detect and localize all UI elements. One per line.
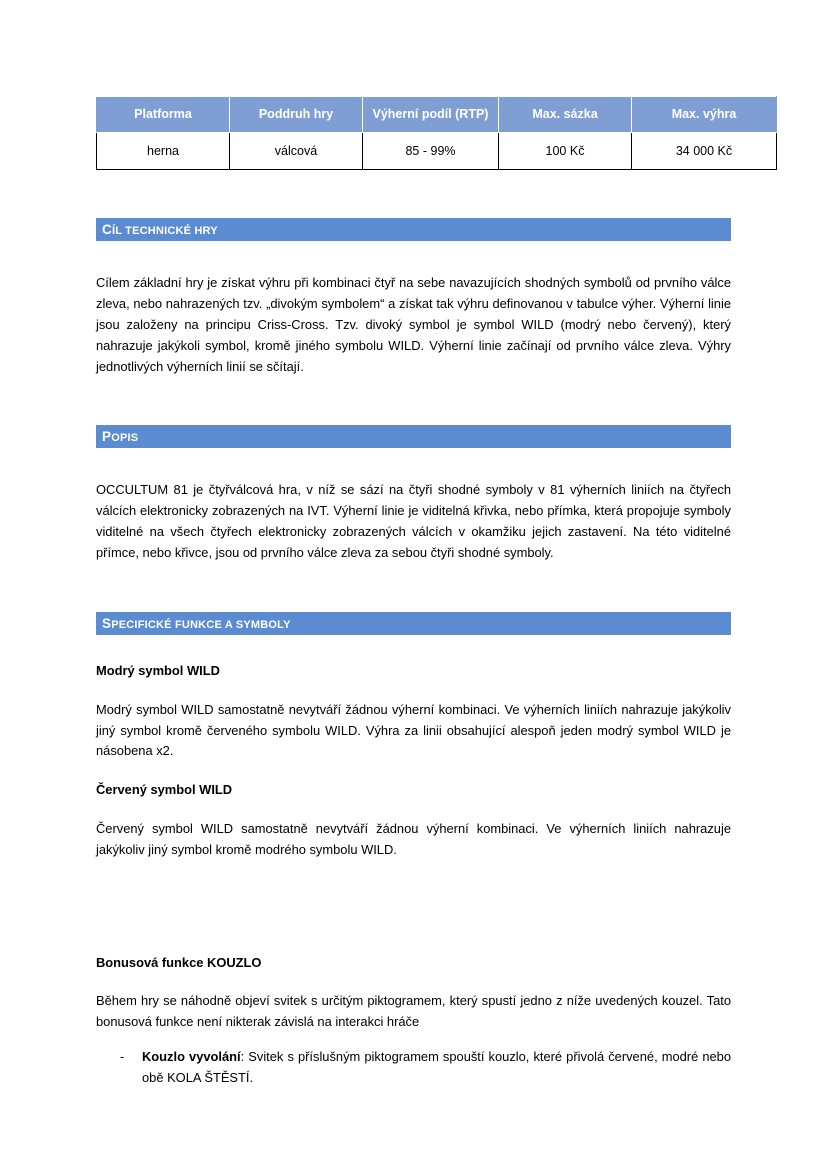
game-info-table bbox=[96, 96, 777, 170]
section-heading-cil-technicke-hry bbox=[96, 218, 731, 241]
table-header-poddruh: Poddruh hry bbox=[230, 97, 363, 133]
table-header-platforma: Platforma bbox=[97, 97, 230, 133]
table-row bbox=[97, 132, 777, 169]
table-header-max-sazka: Max. sázka bbox=[499, 97, 632, 133]
spacer bbox=[96, 448, 731, 480]
paragraph-modry-wild: Modrý symbol WILD samostatně nevytváří žádnou výherní kombinaci. Ve výherních liniích nahrazuje jakýkoliv jiný symbol kromě červeného symbolu WILD. Výhra za linii obsahující alespoň jeden modrý symbol WILD je násobena x2. bbox=[96, 701, 731, 759]
section-heading-initial: S bbox=[102, 616, 112, 632]
subheading-bonusova-funkce-kouzlo: Bonusová funkce KOUZLO bbox=[96, 954, 262, 970]
bullet-list-kouzla bbox=[96, 1047, 731, 1089]
spacer bbox=[96, 861, 731, 921]
spacer bbox=[96, 564, 731, 612]
section-heading-popis bbox=[96, 425, 731, 448]
section-heading-text: ÍL TECHNICKÉ HRY bbox=[111, 224, 218, 237]
spacer bbox=[96, 635, 731, 661]
subheading-modry-wild: Modrý symbol WILD bbox=[96, 663, 220, 679]
spacer bbox=[96, 762, 731, 780]
subheading-cerveny-wild: Červený symbol WILD bbox=[96, 782, 233, 798]
section-heading-text: OPIS bbox=[111, 432, 139, 445]
spacer bbox=[96, 170, 731, 218]
spacer bbox=[96, 377, 731, 425]
paragraph-bonusova-funkce: Během hry se náhodně objeví svitek s určitým piktogramem, který spustí jedno z níže uvedených kouzel. Tato bonusová funkce není nikterak závislá na interakci hráče bbox=[96, 993, 731, 1030]
spacer bbox=[96, 241, 731, 273]
table-header-row bbox=[97, 97, 777, 133]
section-heading-initial: P bbox=[102, 429, 112, 445]
list-dash-marker: - bbox=[120, 1049, 125, 1065]
paragraph-popis: OCCULTUM 81 je čtyřválcová hra, v níž se sází na čtyři shodné symboly v 81 výherních liniích na čtyřech válcích elektronicky zobrazených na IVT. Výherní linie je viditelná křivka, nebo přímka, která propojuje symboly viditelné na všech čtyřech elektronicky zobrazených válcích v okamžiku jejich zastavení. Na této viditelné přímce, nebo křivce, jsou od prvního válce zleva za sebou čtyři shodné symboly. bbox=[96, 482, 731, 561]
spacer bbox=[96, 682, 731, 700]
section-heading-specificke-funkce bbox=[96, 612, 731, 635]
cell-max-sazka: 100 Kč bbox=[499, 132, 632, 169]
list-item-text: : Svitek s příslušným piktogramem spouští kouzlo, které přivolá červené, modré nebo obě KOLA ŠTĚSTÍ. bbox=[142, 1049, 731, 1086]
list-item bbox=[96, 1047, 731, 1089]
cell-poddruh: válcová bbox=[230, 132, 363, 169]
cell-max-vyhra: 34 000 Kč bbox=[632, 132, 777, 169]
table-body bbox=[97, 132, 777, 169]
table-header-max-vyhra: Max. výhra bbox=[632, 97, 777, 133]
section-heading-text: PECIFICKÉ FUNKCE A SYMBOLY bbox=[111, 619, 291, 632]
spacer bbox=[96, 973, 731, 991]
list-item-title: Kouzlo vyvolání bbox=[142, 1049, 241, 1065]
spacer bbox=[96, 921, 731, 953]
section-heading-initial: C bbox=[102, 221, 112, 237]
paragraph-cil-technicke-hry: Cílem základní hry je získat výhru při kombinaci čtyř na sebe navazujících shodných symbolů od prvního válce zleva, nebo nahrazených tzv. „divokým symbolem“ a získat tak výhru definovanou v tabulce výher. Výherní linie jsou založeny na principu Criss-Cross. Tzv. divoký symbol je symbol WILD (modrý nebo červený), který nahrazuje jakýkoli symbol, kromě jiného symbolu WILD. Výherní linie začínají od prvního válce zleva. Výhry jednotlivých výherních linií se sčítají. bbox=[96, 274, 731, 374]
paragraph-cerveny-wild: Červený symbol WILD samostatně nevytváří žádnou výherní kombinaci. Ve výherních liniích nahrazuje jakýkoliv jiný symbol kromě modrého symbolu WILD. bbox=[96, 821, 731, 857]
cell-platforma: herna bbox=[97, 132, 230, 169]
cell-rtp: 85 - 99% bbox=[363, 132, 499, 169]
spacer bbox=[96, 801, 731, 819]
table-header-rtp: Výherní podíl (RTP) bbox=[363, 97, 499, 133]
table-header bbox=[97, 97, 777, 133]
spacer bbox=[96, 1033, 731, 1047]
